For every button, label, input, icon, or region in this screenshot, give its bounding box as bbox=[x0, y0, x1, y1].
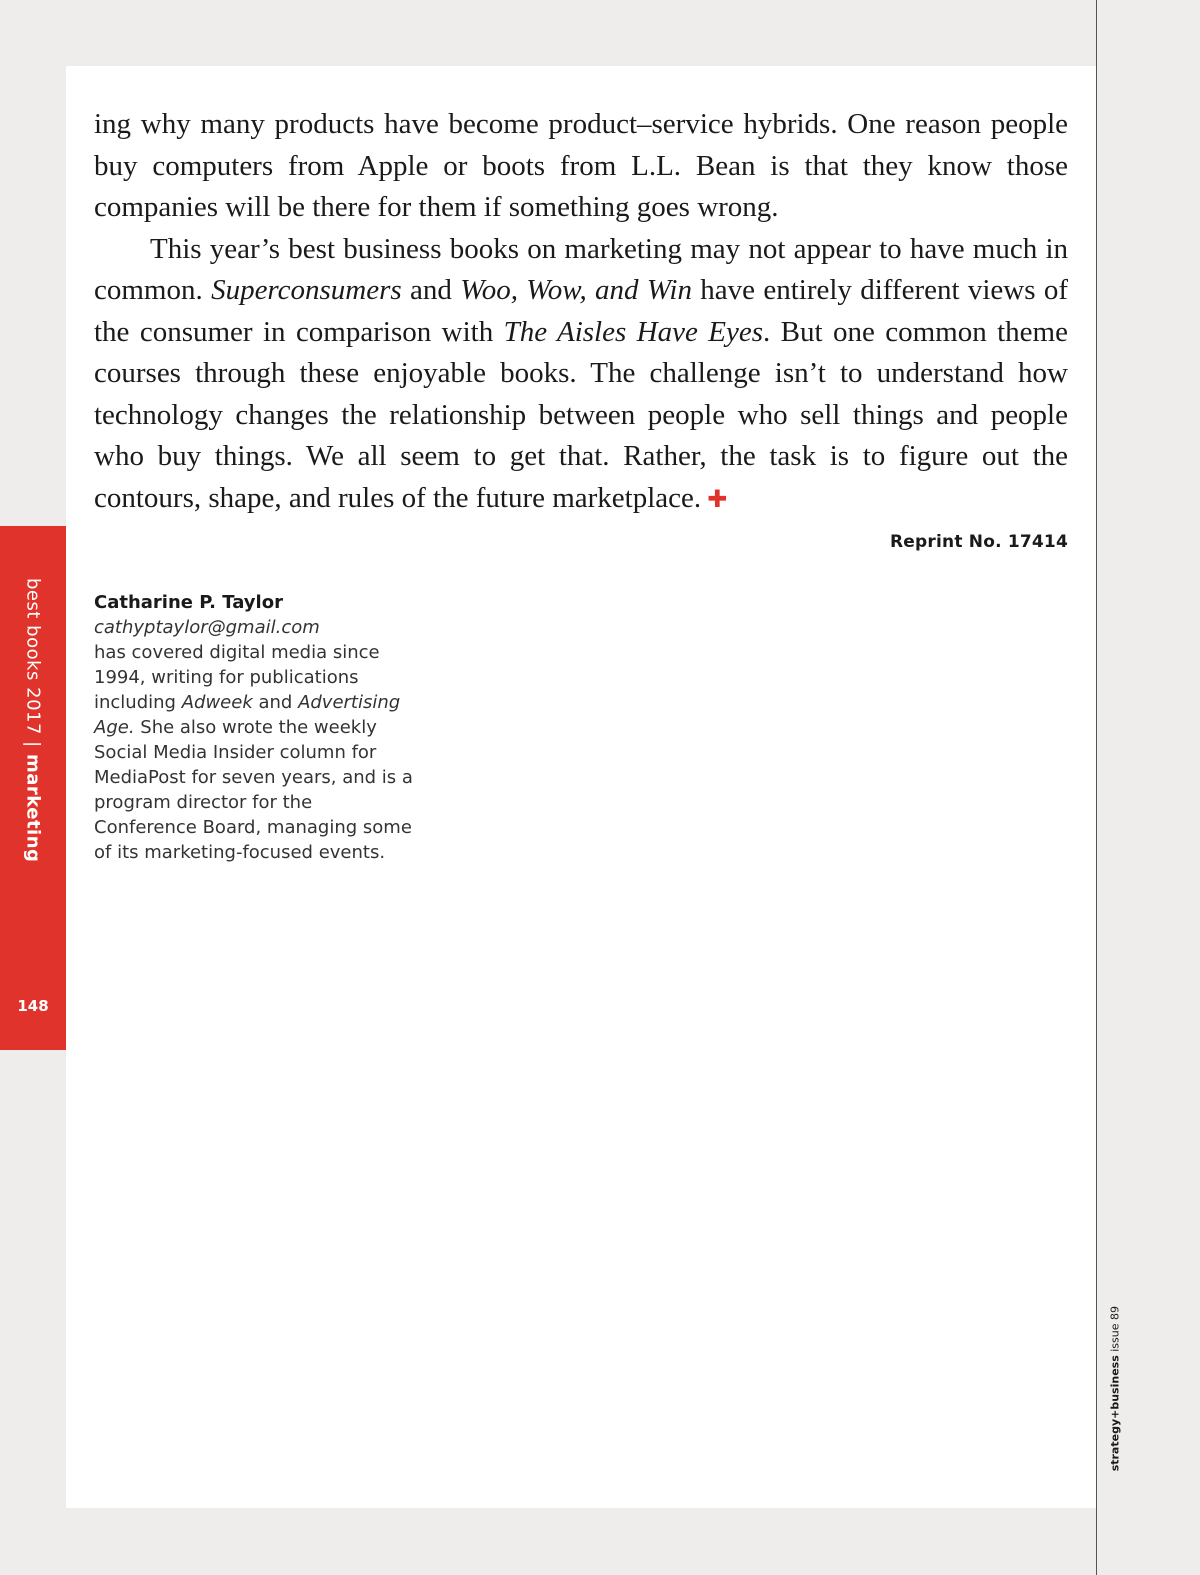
reprint-number: Reprint No. 17414 bbox=[890, 532, 1068, 552]
author-description-a: has covered digital media since 1994, writing for publications including bbox=[94, 642, 380, 713]
author-description bbox=[94, 640, 414, 865]
publication-adweek: Adweek bbox=[181, 692, 253, 713]
section-topic: marketing bbox=[22, 753, 44, 863]
page-number: 148 bbox=[17, 997, 49, 1015]
author-email-line bbox=[94, 615, 414, 640]
paragraph-2-text-b: and bbox=[401, 274, 461, 306]
paragraph-1 bbox=[94, 104, 1068, 229]
paragraph-2 bbox=[94, 229, 1068, 521]
section-name: best books 2017 bbox=[22, 578, 44, 735]
end-mark-cross-icon: ✚ bbox=[707, 484, 728, 513]
paragraph-2-text-c: have entirely different views of the consumer in comparison with bbox=[94, 274, 1069, 348]
author-description-c: She also wrote the weekly Social Media Insider column for MediaPost for seven years, and is a program director for the Conference Board, managing some of its marketing-focused events. bbox=[94, 717, 413, 863]
paragraph-1-text: ing why many products have become product–service hybrids. One reason people buy computers from Apple or boots from L.L. Bean is that they know those companies will be there for them if something goes wrong. bbox=[94, 108, 1068, 223]
section-separator: | bbox=[22, 734, 44, 754]
book-title-aisles-have-eyes: The Aisles Have Eyes bbox=[503, 315, 763, 348]
footer-issue: issue 89 bbox=[1108, 1306, 1122, 1356]
publication-advertising-age: Advertising Age. bbox=[94, 692, 401, 738]
issue-footer bbox=[1109, 1306, 1122, 1471]
author-name: Catharine P. Taylor bbox=[94, 592, 283, 613]
footer-brand: strategy+business bbox=[1108, 1355, 1122, 1472]
author-email-link[interactable]: cathyptaylor@gmail.com bbox=[94, 617, 320, 638]
article-body bbox=[94, 104, 1068, 520]
paragraph-2-text-a: This year’s best business books on marketing may not appear to have much in common. bbox=[94, 232, 1068, 306]
paragraph-2-text-d: . But one common theme courses through these enjoyable books. The challenge isn’t to understand how technology changes the relationship between people who sell things and people who buy things. We all seem to get that. Rather, the task is to figure out the contours, shape, and rules of the future marketplace. bbox=[94, 315, 1068, 514]
author-description-b: and bbox=[252, 692, 299, 713]
book-title-superconsumers: Superconsumers bbox=[211, 274, 402, 306]
section-label bbox=[23, 578, 44, 862]
book-title-woo-wow-win: Woo, Wow, and Win bbox=[460, 274, 692, 306]
right-margin-rule bbox=[1096, 0, 1097, 1575]
author-bio bbox=[94, 590, 414, 865]
